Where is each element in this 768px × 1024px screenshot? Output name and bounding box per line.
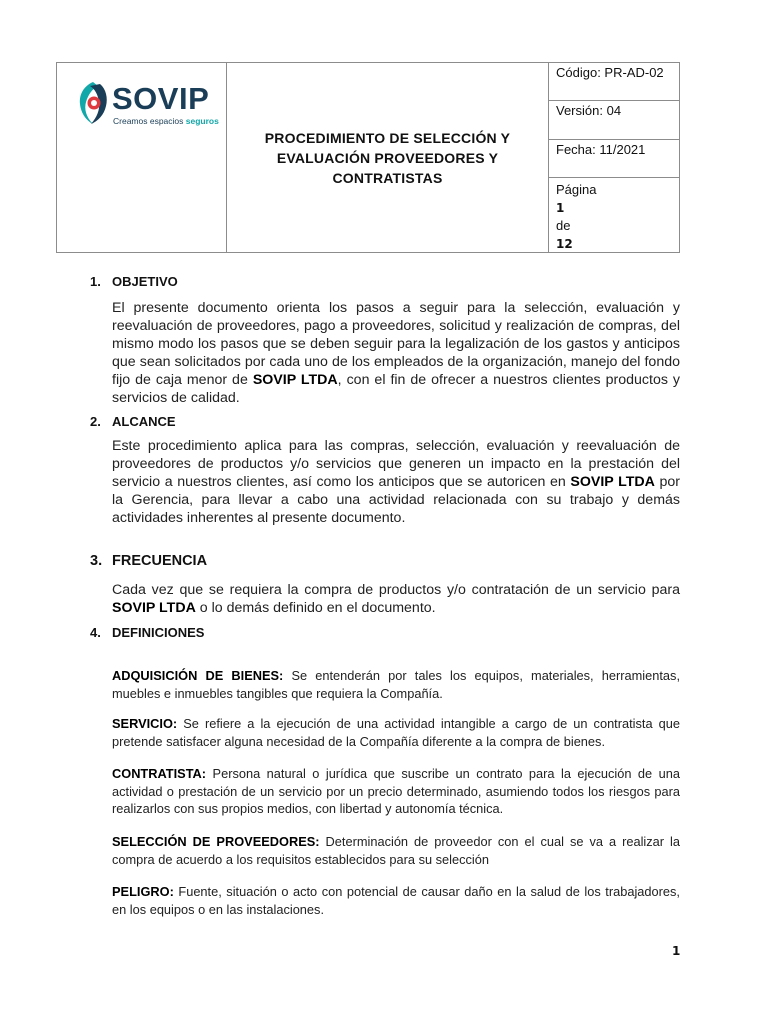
logo-brand-text: SOVIP: [112, 81, 210, 116]
meta-codigo: Código: PR-AD-02: [549, 63, 679, 101]
document-title: PROCEDIMIENTO DE SELECCIÓN Y EVALUACIÓN PROVEEDORES Y CONTRATISTAS: [264, 129, 511, 186]
definition-item: PELIGRO: Fuente, situación o acto con potencial de causar daño en la salud de los trabajadores, en los equipos o en las instalaciones.: [112, 884, 680, 917]
meta-version: Versión: 04: [549, 101, 679, 139]
definition-item: SERVICIO: Se refiere a la ejecución de una actividad intangible a cargo de un contratista que pretende satisfacer alguna necesidad de la Compañía diferente a la compra de bienes.: [112, 716, 680, 749]
paragraph-frecuencia: Cada vez que se requiera la compra de productos y/o contratación de un servicio para SOVIP LTDA o lo demás definido en el documento.: [112, 582, 680, 616]
meta-pagina: Página 1 de 12: [556, 181, 597, 251]
document-header: [56, 62, 680, 253]
logo-tagline: Creamos espacios seguros: [113, 116, 219, 126]
definition-item: SELECCIÓN DE PROVEEDORES: Determinación de proveedor con el cual se va a realizar la compra de acuerdo a los requisitos establecidos para su selección: [112, 834, 681, 867]
sovip-shield-icon: [76, 80, 110, 126]
page-number: 1: [672, 944, 681, 958]
document-title-cell: [227, 63, 549, 252]
meta-fecha: Fecha: 11/2021: [549, 140, 679, 178]
section-heading-definiciones: 4. DEFINICIONES: [90, 625, 205, 640]
sovip-logo: [76, 80, 219, 128]
section-heading-alcance: 2. ALCANCE: [90, 414, 176, 429]
paragraph-objetivo: El presente documento orienta los pasos a seguir para la selección, evaluación y reevaluación de proveedores, pago a proveedores, solicitud y realización de compras, del mismo modo los pasos que se deben seguir para la legalización de los gastos y anticipos que sean solicitados por cada uno de los empleados de la organización, manejo del fondo fijo de caja menor de SOVIP LTDA, con el fin de ofrecer a nuestros clientes productos y servicios de calidad.: [112, 300, 680, 406]
definition-item: ADQUISICIÓN DE BIENES: Se entenderán por tales los equipos, materiales, herramientas, muebles e inmuebles tangibles que requiera la Compañía.: [112, 668, 680, 701]
paragraph-alcance: Este procedimiento aplica para las compras, selección, evaluación y reevaluación de proveedores de productos y/o servicios que generen un impacto en la prestación del servicio a nuestros clientes, así como los anticipos que se autoricen en SOVIP LTDA por la Gerencia, para llevar a cabo una actividad relacionada con su trabajo y demás actividades inherentes al presente documento.: [112, 438, 680, 526]
definition-item: CONTRATISTA: Persona natural o jurídica que suscribe un contrato para la ejecución de una actividad o prestación de un servicio por un precio determinado, asumiendo todos los riesgos para realizarlos con sus propios medios, con libertad y autonomía técnica.: [112, 766, 680, 816]
section-heading-objetivo: 1. OBJETIVO: [90, 274, 178, 289]
section-heading-frecuencia: 3. FRECUENCIA: [90, 553, 208, 569]
logo-cell: [57, 63, 227, 252]
document-meta: [549, 63, 679, 252]
